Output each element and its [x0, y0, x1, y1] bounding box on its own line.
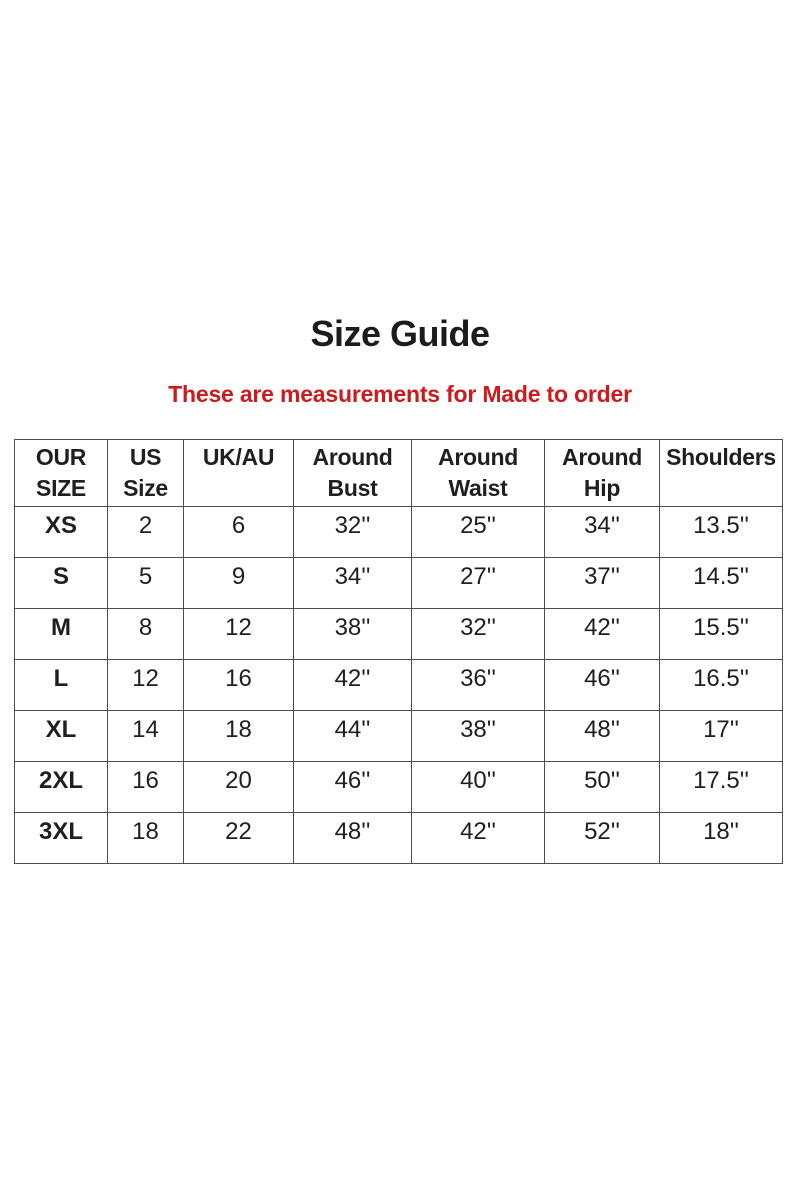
table-row	[15, 507, 783, 558]
cell-shoulders: 18''	[660, 813, 783, 864]
cell-uk-au: 18	[184, 711, 294, 762]
column-header-us-size	[108, 440, 184, 507]
column-header-line: SIZE	[36, 475, 86, 501]
table-row	[15, 711, 783, 762]
cell-around-hip: 46''	[545, 660, 660, 711]
cell-around-hip: 42''	[545, 609, 660, 660]
cell-shoulders: 16.5''	[660, 660, 783, 711]
column-header-line: Waist	[448, 475, 508, 501]
cell-us-size: 2	[108, 507, 184, 558]
cell-uk-au: 12	[184, 609, 294, 660]
cell-us-size: 16	[108, 762, 184, 813]
column-header-around-bust	[294, 440, 412, 507]
cell-shoulders: 17.5''	[660, 762, 783, 813]
cell-around-hip: 48''	[545, 711, 660, 762]
cell-us-size: 14	[108, 711, 184, 762]
cell-around-waist: 42''	[412, 813, 545, 864]
column-header-line: Size	[123, 475, 168, 501]
size-guide-table	[14, 439, 783, 864]
column-header-line: Around	[438, 444, 518, 470]
table-header-row	[15, 440, 783, 507]
column-header-line: US	[129, 444, 162, 470]
page-title: Size Guide	[310, 313, 490, 354]
table-row	[15, 660, 783, 711]
cell-uk-au: 9	[184, 558, 294, 609]
table-body	[15, 507, 783, 864]
column-header-line: Hip	[583, 475, 621, 501]
cell-around-hip: 34''	[545, 507, 660, 558]
column-header-around-hip	[545, 440, 660, 507]
cell-our-size: XS	[15, 507, 108, 558]
cell-around-hip: 50''	[545, 762, 660, 813]
cell-around-bust: 46''	[294, 762, 412, 813]
cell-our-size: 3XL	[15, 813, 108, 864]
cell-our-size: L	[15, 660, 108, 711]
cell-shoulders: 14.5''	[660, 558, 783, 609]
cell-uk-au: 6	[184, 507, 294, 558]
cell-our-size: M	[15, 609, 108, 660]
table-row	[15, 558, 783, 609]
cell-around-bust: 42''	[294, 660, 412, 711]
cell-shoulders: 17''	[660, 711, 783, 762]
cell-our-size: S	[15, 558, 108, 609]
cell-us-size: 5	[108, 558, 184, 609]
column-header-shoulders	[660, 440, 783, 507]
cell-uk-au: 16	[184, 660, 294, 711]
cell-us-size: 8	[108, 609, 184, 660]
cell-our-size: XL	[15, 711, 108, 762]
column-header-line: Around	[312, 444, 393, 470]
cell-around-waist: 40''	[412, 762, 545, 813]
cell-around-hip: 37''	[545, 558, 660, 609]
page-subtitle: These are measurements for Made to order	[168, 381, 632, 407]
table-row	[15, 762, 783, 813]
cell-around-bust: 38''	[294, 609, 412, 660]
cell-us-size: 18	[108, 813, 184, 864]
column-header-uk-au	[184, 440, 294, 507]
cell-around-waist: 25''	[412, 507, 545, 558]
cell-around-bust: 32''	[294, 507, 412, 558]
column-header-line: Around	[562, 444, 642, 470]
table-row	[15, 813, 783, 864]
column-header-around-waist	[412, 440, 545, 507]
cell-around-waist: 38''	[412, 711, 545, 762]
column-header-line: OUR	[35, 444, 87, 470]
cell-around-bust: 48''	[294, 813, 412, 864]
cell-us-size: 12	[108, 660, 184, 711]
cell-uk-au: 20	[184, 762, 294, 813]
cell-around-bust: 44''	[294, 711, 412, 762]
cell-around-waist: 36''	[412, 660, 545, 711]
cell-uk-au: 22	[184, 813, 294, 864]
column-header-line: Bust	[327, 475, 378, 501]
cell-shoulders: 15.5''	[660, 609, 783, 660]
cell-our-size: 2XL	[15, 762, 108, 813]
cell-around-waist: 32''	[412, 609, 545, 660]
cell-shoulders: 13.5''	[660, 507, 783, 558]
column-header-our-size	[15, 440, 108, 507]
cell-around-bust: 34''	[294, 558, 412, 609]
table-header	[15, 440, 783, 507]
column-header-line: UK/AU	[202, 444, 275, 470]
cell-around-hip: 52''	[545, 813, 660, 864]
table-row	[15, 609, 783, 660]
column-header-line: Shoulders	[666, 444, 776, 470]
cell-around-waist: 27''	[412, 558, 545, 609]
